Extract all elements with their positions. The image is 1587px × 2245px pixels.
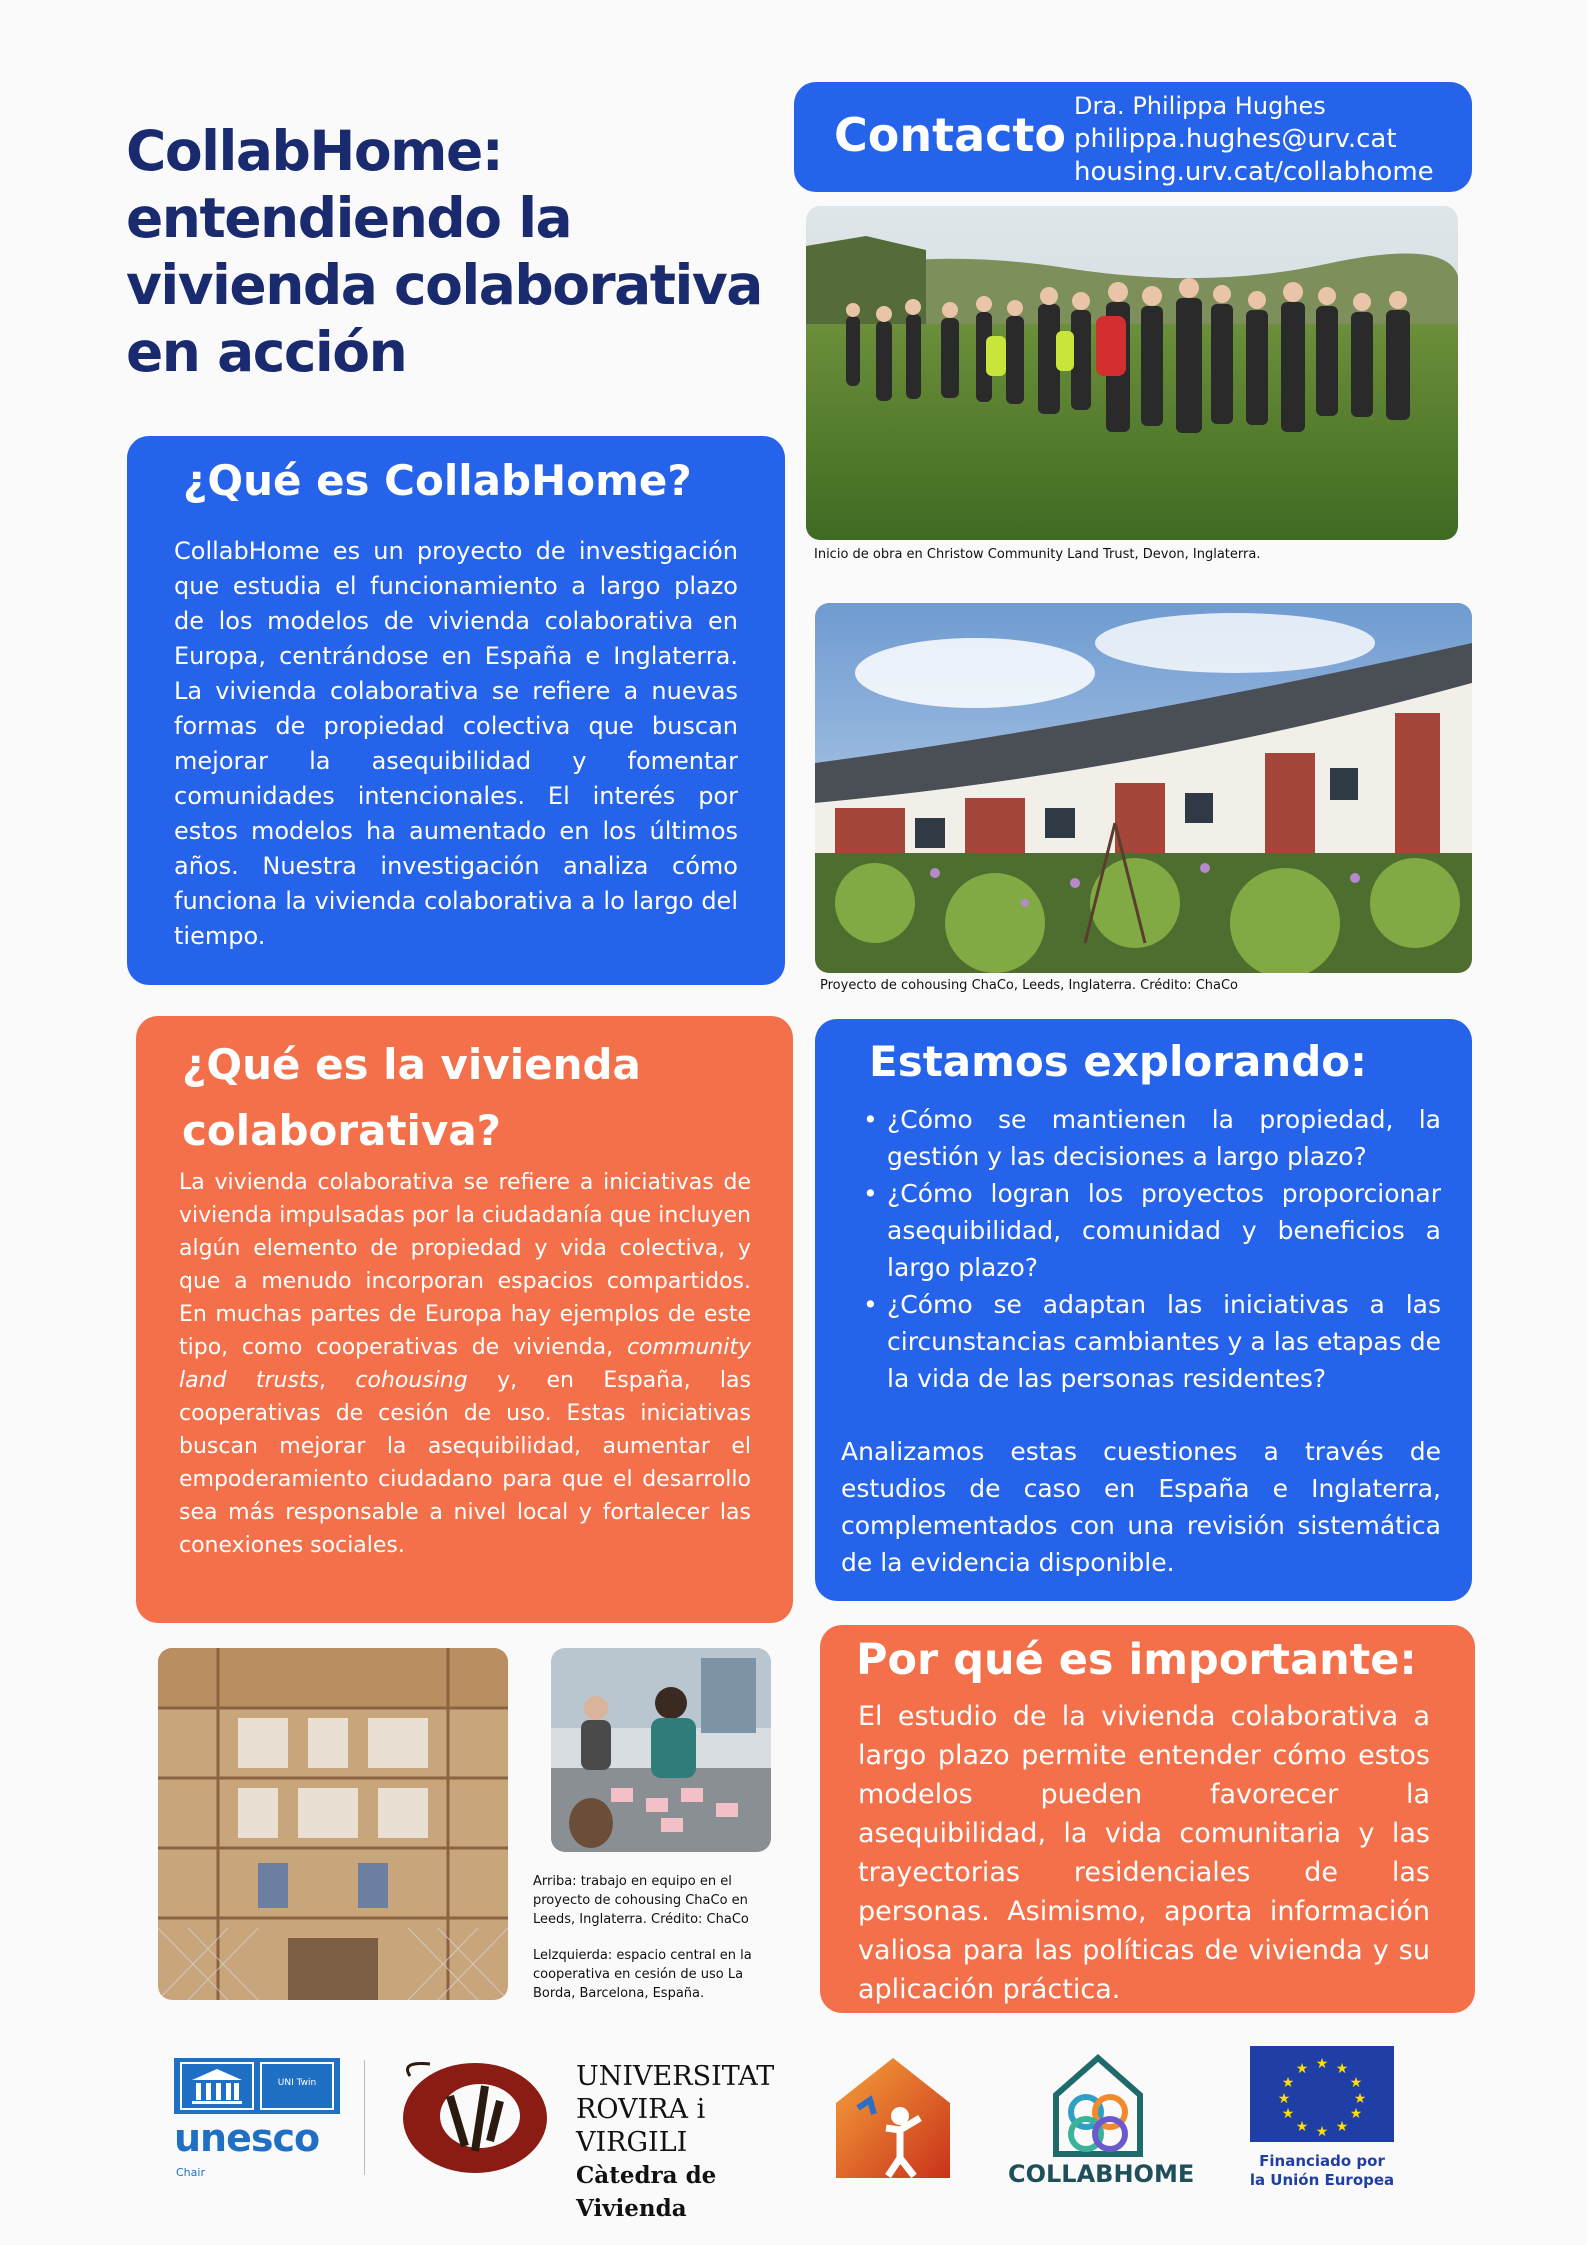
contact-name: Dra. Philippa Hughes [1074,92,1326,120]
la-borda-caption: Lelzquierda: espacio central en la cooperativa en cesión de uso La Borda, Barcelona, España. [533,1948,752,2001]
poster-title: CollabHome: entendiendo la vivienda colaborativa en acción [126,119,762,384]
collab-housing-term-clt: community land trusts [179,1335,751,1393]
teamwork-caption: Arriba: trabajo en equipo en el proyecto de cohousing ChaCo en Leeds, Inglaterra. Crédito: ChaCo [533,1874,749,1927]
christow-photo [806,206,1458,540]
svg-text:★: ★ [1349,2106,1363,2122]
urv-line-2: ROVIRA i VIRGILI [576,2094,706,2158]
svg-text:★: ★ [1335,2061,1349,2077]
collabhome-house-icon [1008,2050,1188,2162]
contact-details [1074,90,1434,189]
unesco-logo [174,2058,340,2178]
unesco-chair-label: Chair [176,2166,205,2179]
question-item: • ¿Cómo se mantienen la propiedad, la gestión y las decisiones a largo plazo? [857,1101,1441,1175]
question-item: • ¿Cómo se adaptan las iniciativas a las circunstancias cambiantes y a las etapas de la vida de las personas residentes? [857,1286,1441,1397]
question-item: • ¿Cómo logran los proyectos proporcionar asequibilidad, comunidad y beneficios a largo plazo? [857,1175,1441,1286]
svg-text:★: ★ [1281,2106,1295,2122]
urv-line-3: Càtedra de Vivienda [576,2162,717,2222]
what-is-collab-housing-body [179,1166,751,1562]
what-is-collab-housing-box [136,1016,793,1623]
eu-line-1: Financiado por [1259,2152,1385,2170]
logo-divider [364,2060,365,2175]
importance-heading: Por qué es importante: [856,1635,1417,1685]
svg-text:★: ★ [1349,2075,1363,2091]
chaco-teamwork-photo [551,1648,771,1852]
exploring-body: Analizamos estas cuestiones a través de estudios de caso en España e Inglaterra, complementados con una revisión sistemática de la evidencia disponible. [841,1437,1441,1577]
contact-email[interactable]: philippa.hughes@urv.cat [1074,124,1397,154]
svg-text:★: ★ [1353,2091,1367,2107]
christow-caption: Inicio de obra en Christow Community Land Trust, Devon, Inglaterra. [814,547,1261,562]
svg-text:★: ★ [1295,2119,1309,2135]
urv-emblem-icon [390,2056,560,2176]
chaco-photo [815,603,1472,973]
urv-line-1: UNIVERSITAT [576,2061,775,2092]
contact-box [794,82,1472,192]
exploring-questions [857,1101,1441,1397]
exploring-heading: Estamos explorando: [869,1037,1367,1086]
contact-website[interactable]: housing.urv.cat/collabhome [1074,157,1434,187]
chaco-caption: Proyecto de cohousing ChaCo, Leeds, Inglaterra. Crédito: ChaCo [820,978,1239,993]
collabhome-logo [1008,2050,1195,2190]
urv-logo [390,2056,810,2222]
importance-body: El estudio de la vivienda colaborativa a largo plazo permite entender cómo estos modelos pueden favorecer la asequibilidad, la vida comunitaria y las trayectorias residenciales de las personas. Asimismo, aporta información valiosa para las políticas de vivienda y su aplicación práctica. [858,1701,1430,2005]
importance-box [820,1625,1475,2013]
what-is-collabhome-body: CollabHome es un proyecto de investigación que estudia el funcionamiento a largo plazo de los modelos de vivienda colaborativa en Europa, centrándose en España e Inglaterra. La vivienda colaborativa se refiere a nuevas formas de propiedad colectiva que buscan mejorar la asequibilidad y fomentar comunidades intencionales. El interés por estos modelos ha aumentado en los últimos años. Nuestra investigación analiza cómo funciona la vivienda colaborativa a lo largo del tiempo. [174,537,738,950]
collab-housing-separator: , [319,1368,356,1393]
svg-text:★: ★ [1295,2061,1309,2077]
svg-text:★: ★ [1335,2119,1349,2135]
what-is-collabhome-box [127,436,785,985]
eu-line-2: la Unión Europea [1249,2171,1395,2189]
what-is-collab-housing-heading: ¿Qué es la vivienda colaborativa? [182,1040,641,1155]
contact-label: Contacto [834,108,1066,162]
what-is-collabhome-heading: ¿Qué es CollabHome? [183,456,692,505]
unesco-temple-icon [180,2062,254,2110]
eu-logo [1250,2046,1400,2196]
svg-text:★: ★ [1315,2124,1329,2140]
la-borda-photo [158,1648,508,2000]
exploring-box [815,1019,1472,1601]
svg-text:★: ★ [1315,2056,1329,2072]
unitwin-label: UNI Twin [260,2062,334,2110]
svg-text:★: ★ [1277,2091,1291,2107]
catedra-house-logo [836,2058,950,2178]
collab-housing-body-end: y, en España, las cooperativas de cesión de uso. Estas iniciativas buscan mejorar la asequibilidad, aumentar el empoderamiento ciudadano para que el desarrollo sea más responsable a nivel local y fortalecer las conexiones sociales. [179,1368,751,1558]
unesco-wordmark: unesco [174,2116,320,2160]
eu-flag-icon [1250,2046,1394,2142]
collab-housing-term-cohousing: cohousing [355,1368,468,1393]
svg-text:★: ★ [1281,2075,1295,2091]
collabhome-wordmark: COLLABHOME [1008,2160,1195,2188]
collab-housing-body-start: La vivienda colaborativa se refiere a iniciativas de vivienda impulsadas por la ciudadanía que incluyen algún elemento de propiedad y vida colectiva, y que a menudo incorporan espacios compartidos. En muchas partes de Europa hay ejemplos de este tipo, como cooperativas de vivienda, [179,1170,751,1360]
